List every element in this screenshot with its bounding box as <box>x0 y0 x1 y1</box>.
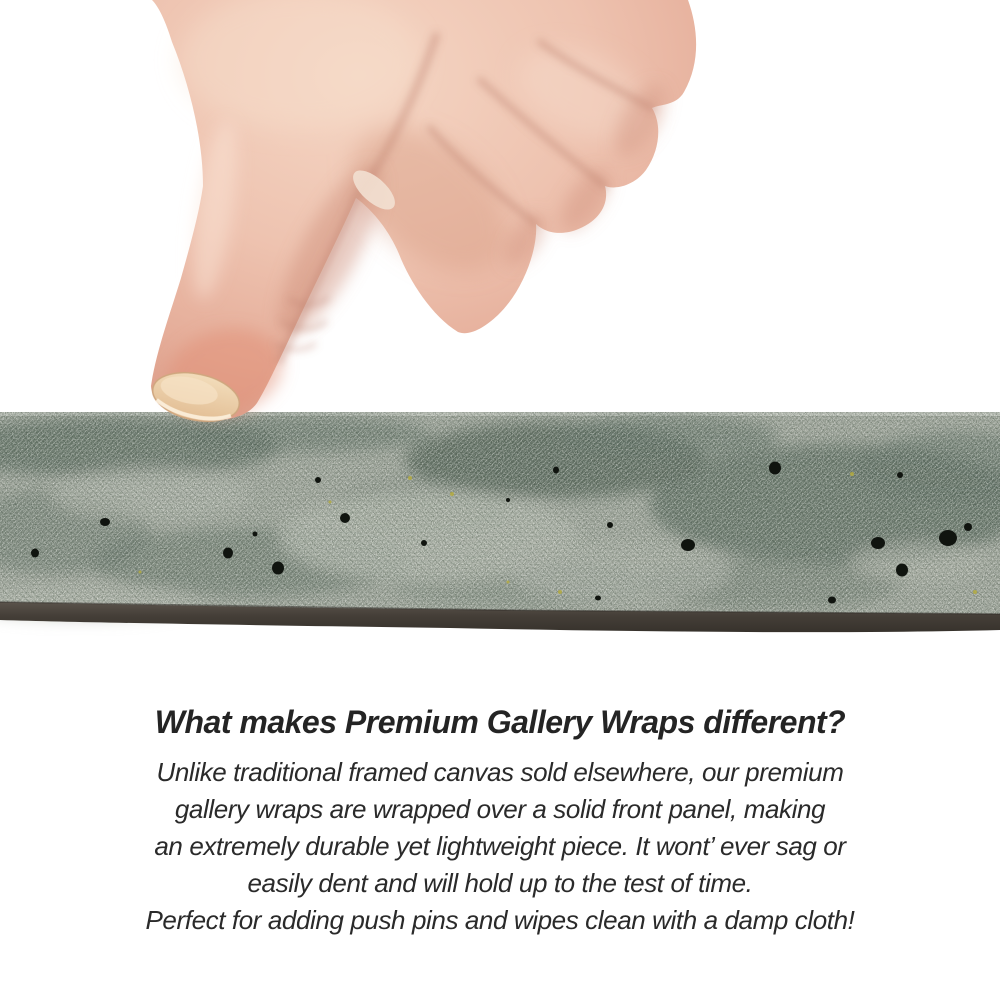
caption <box>0 702 1000 939</box>
caption-line-2: gallery wraps are wrapped over a solid front panel, making <box>174 794 826 824</box>
canvas-edge-photo <box>0 412 1000 636</box>
caption-heading: What makes Premium Gallery Wraps different? <box>154 704 846 740</box>
canvas-texture <box>0 412 1000 632</box>
caption-line-3: an extremely durable yet lightweight piece. It wont’ ever sag or <box>154 831 846 861</box>
caption-line-5: Perfect for adding push pins and wipes clean with a damp cloth! <box>145 905 855 935</box>
hand-photo <box>0 0 1000 434</box>
caption-line-4: easily dent and will hold up to the test of time. <box>247 868 753 898</box>
caption-line-1: Unlike traditional framed canvas sold elsewhere, our premium <box>156 757 844 787</box>
canvas-weave <box>0 412 1000 614</box>
